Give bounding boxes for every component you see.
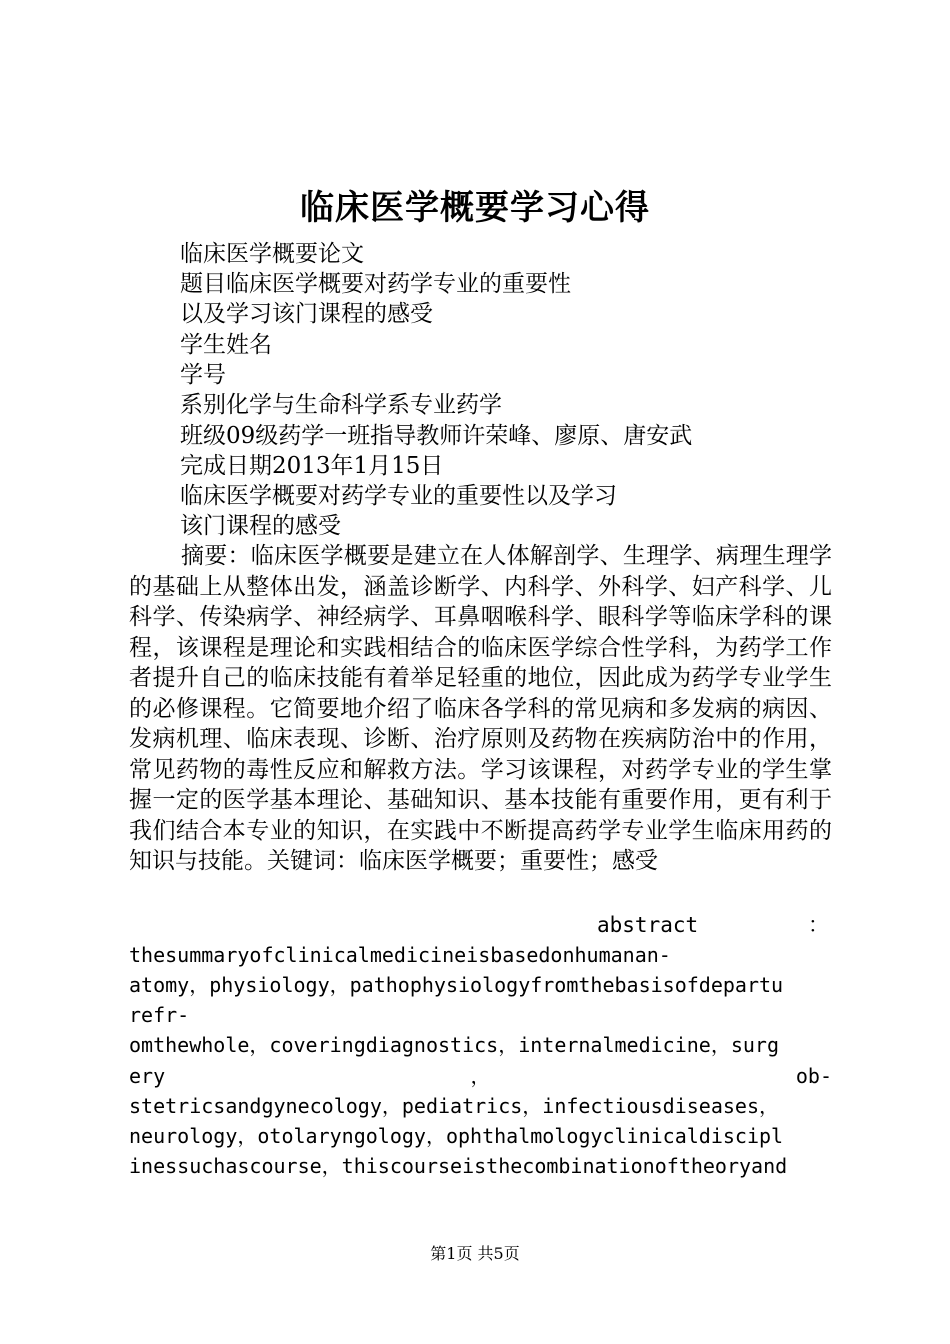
meta-line: 学号 (180, 362, 226, 388)
page-footer: 第1页 共5页 (430, 1244, 520, 1263)
english-abstract-line: neurology，otolaryngology，ophthalmologyclinicaldiscipl (129, 1124, 784, 1148)
document-title: 临床医学概要学习心得 (300, 188, 650, 228)
english-abstract-fragment: ， (470, 1064, 491, 1088)
meta-line: 题目临床医学概要对药学专业的重要性 (180, 271, 571, 297)
english-abstract-line: atomy，physiology，pathophysiologyfromthebasisofdepartu (129, 973, 784, 997)
english-abstract-fragment: ob- (795, 1064, 832, 1088)
abstract-label: abstract (597, 913, 699, 937)
meta-line: 系别化学与生命科学系专业药学 (180, 392, 502, 418)
chinese-abstract-paragraph: 摘要：临床医学概要是建立在人体解剖学、生理学、病理生理学的基础上从整体出发，涵盖诊断学、内科学、外科学、妇产科学、儿科学、传染病学、神经病学、耳鼻咽喉科学、眼科学等临床学科的课程，该课程是理论和实践相结合的临床医学综合性学科，为药学工作者提升自己的临床技能有着举足轻重的地位，因此成为药学专业学生的必修课程。它简要地介绍了临床各学科的常见病和多发病的病因、发病机理、临床表现、诊断、治疗原则及药物在疾病防治中的作用，常见药物的毒性反应和解救方法。学习该课程，对药学专业的学生掌握一定的医学基本理论、基础知识、基本技能有重要作用，更有利于我们结合本专业的知识，在实践中不断提高药学专业学生临床用药的知识与技能。关键词：临床医学概要；重要性；感受 (129, 543, 832, 874)
meta-line: 该门课程的感受 (180, 513, 341, 539)
english-abstract-line: stetricsandgynecology，pediatrics，infectiousdiseases， (129, 1094, 780, 1118)
english-abstract-line (129, 1061, 832, 1091)
meta-line: 班级09级药学一班指导教师许荣峰、廖原、唐安武 (180, 423, 693, 449)
english-abstract-line: refr- (129, 1003, 190, 1027)
abstract-colon: ： (808, 913, 829, 937)
english-abstract-fragment: ery (129, 1064, 166, 1088)
meta-line: 以及学习该门课程的感受 (180, 301, 433, 327)
meta-line: 临床医学概要论文 (180, 241, 364, 267)
english-abstract-line: omthewhole，coveringdiagnostics，internalmedicine，surg (129, 1033, 780, 1057)
meta-line: 临床医学概要对药学专业的重要性以及学习 (180, 483, 617, 509)
english-abstract-line: inessuchascourse，thiscourseisthecombinationoftheoryand (129, 1154, 788, 1178)
meta-line: 完成日期2013年1月15日 (180, 453, 444, 479)
meta-line: 学生姓名 (180, 332, 272, 358)
english-abstract-line: thesummaryofclinicalmedicineisbasedonhumanan- (129, 943, 671, 967)
